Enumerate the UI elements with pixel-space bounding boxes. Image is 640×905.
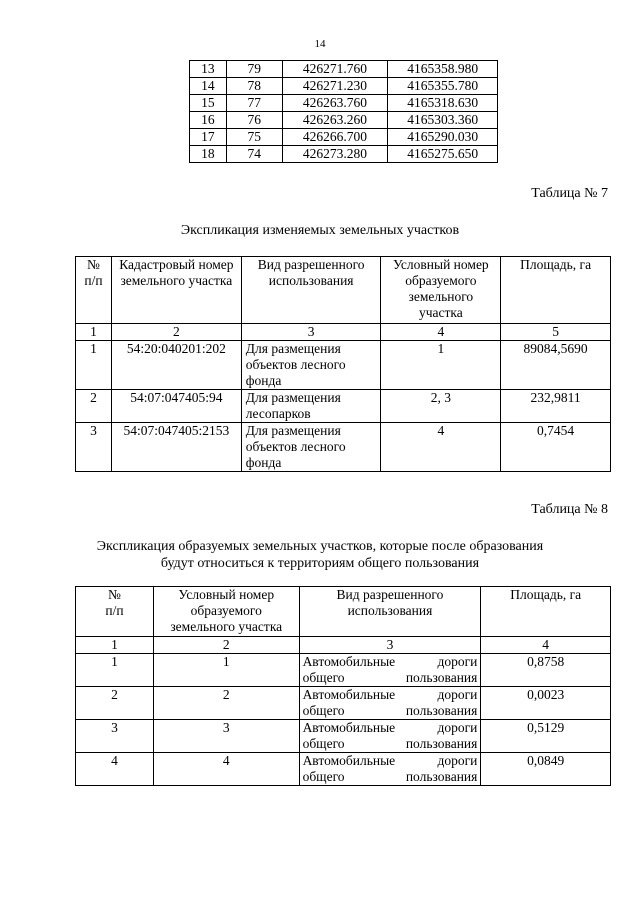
permitted-use: Автомобильные дороги общего пользования bbox=[299, 753, 481, 786]
table-row bbox=[76, 753, 611, 786]
point-index: 14 bbox=[190, 78, 227, 95]
column-number: 1 bbox=[76, 637, 154, 654]
header-cell: Условный номер образуемого земельного участка bbox=[153, 587, 299, 637]
table7 bbox=[75, 256, 611, 472]
coord-x: 426266.700 bbox=[282, 129, 388, 146]
coord-y: 4165318.630 bbox=[388, 95, 498, 112]
table-row bbox=[76, 654, 611, 687]
row-number: 2 bbox=[76, 687, 154, 720]
row-number: 3 bbox=[76, 720, 154, 753]
point-number: 76 bbox=[226, 112, 282, 129]
table8-label: Таблица № 8 bbox=[531, 502, 608, 517]
point-index: 18 bbox=[190, 146, 227, 163]
area: 89084,5690 bbox=[501, 341, 611, 390]
row-number: 3 bbox=[76, 423, 112, 472]
coord-x: 426273.280 bbox=[282, 146, 388, 163]
row-number: 4 bbox=[76, 753, 154, 786]
point-number: 79 bbox=[226, 61, 282, 78]
column-number: 4 bbox=[481, 637, 611, 654]
table-row bbox=[190, 129, 498, 146]
point-number: 77 bbox=[226, 95, 282, 112]
coord-x: 426263.760 bbox=[282, 95, 388, 112]
point-index: 13 bbox=[190, 61, 227, 78]
table7-title: Экспликация изменяемых земельных участков bbox=[180, 223, 460, 238]
point-index: 15 bbox=[190, 95, 227, 112]
coord-y: 4165355.780 bbox=[388, 78, 498, 95]
area: 0,5129 bbox=[481, 720, 611, 753]
area: 0,0023 bbox=[481, 687, 611, 720]
coord-y: 4165290.030 bbox=[388, 129, 498, 146]
permitted-use: Автомобильные дороги общего пользования bbox=[299, 720, 481, 753]
table7-label: Таблица № 7 bbox=[531, 186, 608, 201]
table8 bbox=[75, 586, 611, 786]
conditional-number: 2 bbox=[153, 687, 299, 720]
coord-x: 426263.260 bbox=[282, 112, 388, 129]
table-row bbox=[76, 423, 611, 472]
column-numbers-row bbox=[76, 637, 611, 654]
coord-y: 4165275.650 bbox=[388, 146, 498, 163]
conditional-number: 4 bbox=[153, 753, 299, 786]
header-cell: Вид разрешенного использования bbox=[241, 257, 381, 324]
area: 0,8758 bbox=[481, 654, 611, 687]
table-header-row bbox=[76, 257, 611, 324]
point-number: 75 bbox=[226, 129, 282, 146]
point-number: 78 bbox=[226, 78, 282, 95]
point-index: 16 bbox=[190, 112, 227, 129]
cadastral-number: 54:20:040201:202 bbox=[111, 341, 241, 390]
coordinates-table bbox=[189, 60, 498, 163]
column-number: 5 bbox=[501, 324, 611, 341]
coord-y: 4165303.360 bbox=[388, 112, 498, 129]
table8-title-line2: будут относиться к территориям общего пользования bbox=[160, 556, 480, 571]
table-header-row bbox=[76, 587, 611, 637]
permitted-use: Для размещения лесопарков bbox=[241, 390, 381, 423]
cadastral-number: 54:07:047405:94 bbox=[111, 390, 241, 423]
header-cell: Площадь, га bbox=[501, 257, 611, 324]
header-cell: Вид разрешенного использования bbox=[299, 587, 481, 637]
area: 232,9811 bbox=[501, 390, 611, 423]
conditional-number: 1 bbox=[381, 341, 501, 390]
row-number: 1 bbox=[76, 341, 112, 390]
area: 0,7454 bbox=[501, 423, 611, 472]
table-row bbox=[190, 95, 498, 112]
permitted-use: Для размещения объектов лесного фонда bbox=[241, 423, 381, 472]
table-row bbox=[76, 687, 611, 720]
table8-title-line1: Экспликация образуемых земельных участков, которые после образования bbox=[96, 539, 544, 554]
cadastral-number: 54:07:047405:2153 bbox=[111, 423, 241, 472]
point-index: 17 bbox=[190, 129, 227, 146]
conditional-number: 3 bbox=[153, 720, 299, 753]
header-cell: Площадь, га bbox=[481, 587, 611, 637]
header-cell: № п/п bbox=[76, 587, 154, 637]
column-number: 3 bbox=[241, 324, 381, 341]
column-number: 2 bbox=[111, 324, 241, 341]
table-row bbox=[190, 61, 498, 78]
table-row bbox=[190, 146, 498, 163]
coord-x: 426271.230 bbox=[282, 78, 388, 95]
permitted-use: Автомобильные дороги общего пользования bbox=[299, 654, 481, 687]
coord-x: 426271.760 bbox=[282, 61, 388, 78]
conditional-number: 4 bbox=[381, 423, 501, 472]
permitted-use: Для размещения объектов лесного фонда bbox=[241, 341, 381, 390]
permitted-use: Автомобильные дороги общего пользования bbox=[299, 687, 481, 720]
conditional-number: 2, 3 bbox=[381, 390, 501, 423]
conditional-number: 1 bbox=[153, 654, 299, 687]
column-numbers-row bbox=[76, 324, 611, 341]
header-cell: Кадастровый номер земельного участка bbox=[111, 257, 241, 324]
table-row bbox=[190, 78, 498, 95]
table-row bbox=[76, 341, 611, 390]
point-number: 74 bbox=[226, 146, 282, 163]
row-number: 2 bbox=[76, 390, 112, 423]
header-cell: № п/п bbox=[76, 257, 112, 324]
table-row bbox=[190, 112, 498, 129]
column-number: 3 bbox=[299, 637, 481, 654]
coord-y: 4165358.980 bbox=[388, 61, 498, 78]
header-cell: Условный номер образуемого земельного участка bbox=[381, 257, 501, 324]
table-row bbox=[76, 720, 611, 753]
column-number: 2 bbox=[153, 637, 299, 654]
column-number: 1 bbox=[76, 324, 112, 341]
area: 0,0849 bbox=[481, 753, 611, 786]
column-number: 4 bbox=[381, 324, 501, 341]
row-number: 1 bbox=[76, 654, 154, 687]
table-row bbox=[76, 390, 611, 423]
page-number: 14 bbox=[314, 38, 326, 50]
